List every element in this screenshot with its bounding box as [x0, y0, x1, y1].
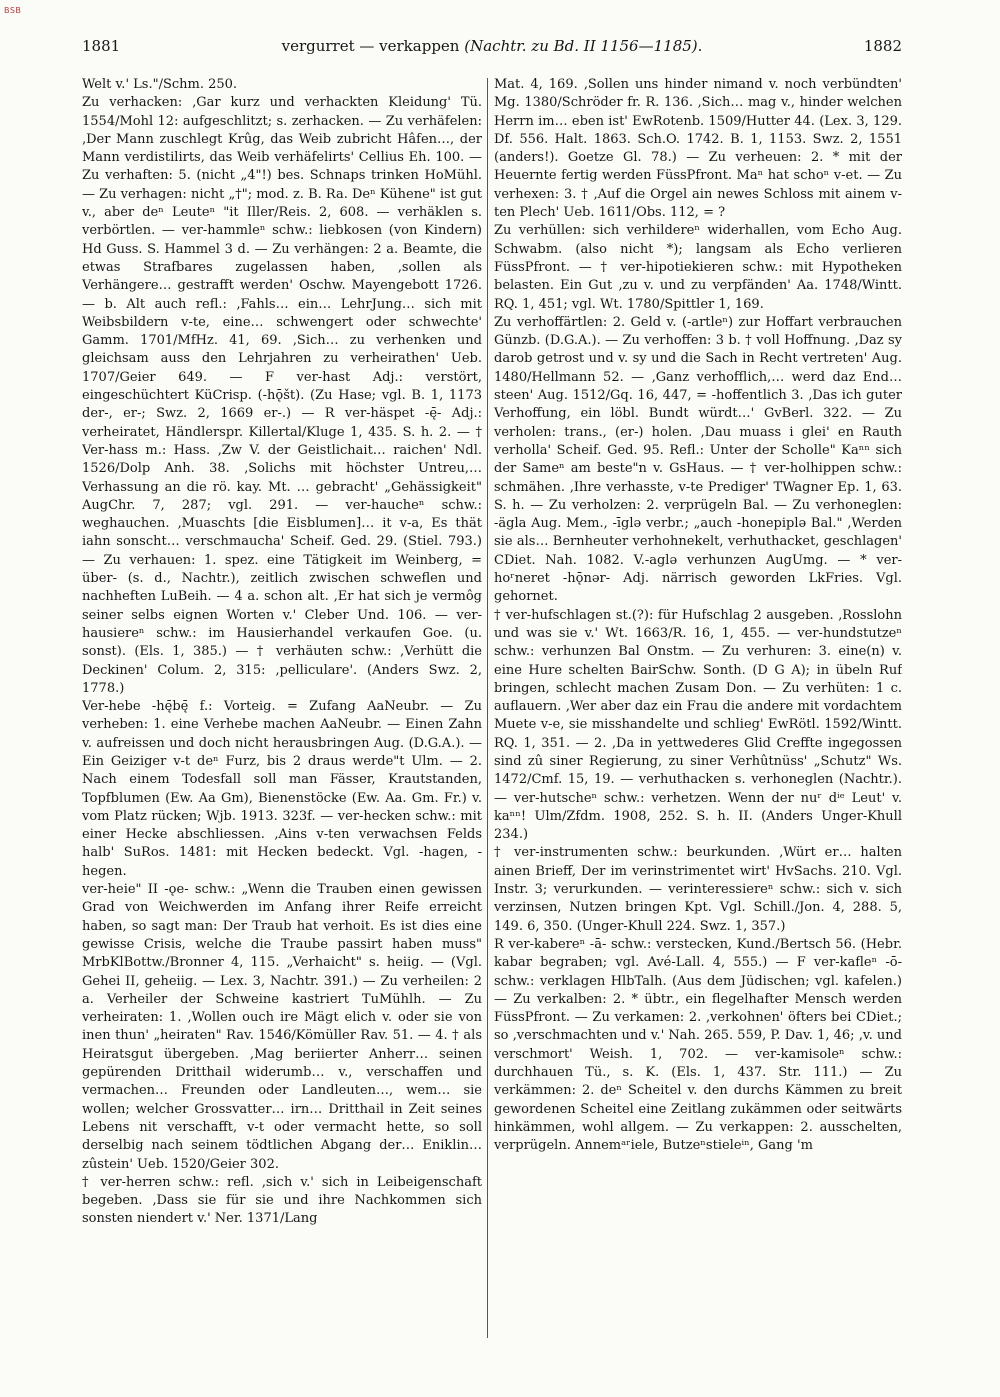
- entry-paragraph: † ver-herren schw.: refl. ‚sich v.' sich in Leibeigenschaft begeben. ‚Dass sie für sie und ihre Nachkommen sich sonsten niendert v.' Ner. 1371/Lang: [82, 1174, 482, 1227]
- entry-paragraph: R ver-kabereⁿ -ā- schw.: verstecken, Kund./Bertsch 56. (Hebr. kabar begraben; vgl. Avé-Lall. 4, 555.) — F ver-kafleⁿ -ō- schw.: verklagen HlbTalh. (Aus dem Jüdischen; vgl. kafelen.) — Zu verkalben: 2. * übtr., ein flegelhafter Mensch werden FüssPfront. — Zu verkamen: 2. ‚verkohnen' öfters bei CDiet.; so ‚verschmachten und v.' Nah. 265. 559, P. Dav. 1, 46; ‚v. und verschmort' Weish. 1, 702. — ver-kamisoleⁿ schw.: durchhauen Tü., s. K. (Els. 1, 437. Str. 111.) — Zu verkämmen: 2. deⁿ Scheitel v. den durchs Kämmen zu breit gewordenen Scheitel eine Zeitlang zukämmen oder seitwärts hinkämmen, wohl allgem. — Zu verkappen: 2. ausschelten, verprügeln. Annemᵃʳiele, Butzeⁿstieleⁱⁿ, Gang 'm: [494, 936, 902, 1154]
- page-number-left: 1881: [82, 37, 121, 55]
- entry-paragraph: Zu verhoffärtlen: 2. Geld v. (-artleⁿ) zur Hoffart verbrauchen Günzb. (D.G.A.). — Zu verhoffen: 3 b. † voll Hoffnung. ‚Daz sy darob getrost und v. sy und die Sach in Recht vertreten' Aug. 1480/Hellmann 52. — ‚Ganz verhofflich,… werd daz End… steen' Aug. 1512/Gq. 16, 447, = -hoffentlich 3. ‚Das ich guter Verhoffung, ein löbl. Bundt würdt…' GvBerl. 322. — Zu verholen: trans., (er-) holen. ‚Dau muass i glei' en Rauth verholla' Scheif. Ged. 95. Refl.: Unter der Scholle" Kaⁿⁿ sich der Sameⁿ am beste"n v. GsHaus. — † ver-holhippen schw.: schmähen. ‚Ihre verhasste, v-te Prediger' TWagner Ep. 1, 63. S. h. — Zu verholzen: 2. verprügeln Bal. — Zu verhoneglen: -ägla Aug. Mem., -īglə verbr.; „auch -honepiplə Bal." ‚Werden sie als… Bernheuter verhohnekelt, verhuthacket, geschlagen' CDiet. Nah. 1082. V.-aglə verhunzen AugUmg. — * ver-hoʳneret -hǭnər- Adj. närrisch geworden LkFries. Vgl. gehornet.: [494, 314, 902, 605]
- running-title: [82, 36, 902, 56]
- entry-paragraph: † ver-instrumenten schw.: beurkunden. ‚Würt er… halten ainen Brieff, Der im verinstrimentet wirt' HvSachs. 210. Vgl. Instr. 3; verurkunden. — verinteressiereⁿ schw.: sich v. sich verzinsen, Nutzen bringen Kpt. Vgl. Schill./Jon. 4, 288. 5, 149. 6, 350. (Unger-Khull 224. Swz. 1, 357.): [494, 845, 902, 934]
- column-divider: [487, 78, 488, 1338]
- right-column: [494, 76, 902, 1376]
- left-column: [82, 76, 482, 1376]
- running-title-note: (Nachtr. zu Bd. II 1156—1185).: [464, 37, 703, 55]
- page-header: [82, 36, 902, 56]
- page-number-right: 1882: [863, 37, 902, 55]
- entry-paragraph: Mat. 4, 169. ‚Sollen uns hinder nimand v. noch verbündten' Mg. 1380/Schröder fr. R. 136. ‚Sich… mag v., hinder welchen Herrn im… eben ist' EwRotenb. 1509/Hutter 44. (Lex. 3, 129. Df. 556. Halt. 1863. Sch.O. 1742. B. 1, 1153. Swz. 2, 1551 (anders!). Goetze Gl. 78.) — Zu verheuen: 2. * mit der Heuernte fertig werden FüssPfront. Maⁿ hat schoⁿ v-et. — Zu verhexen: 3. † ‚Auf die Orgel ain newes Schloss mit ainem v-ten Plech' Ueb. 1611/Obs. 112, = ?: [494, 77, 902, 221]
- entry-paragraph: ver-heie" II -ǫe- schw.: „Wenn die Trauben einen gewissen Grad von Weichwerden im Anfang ihrer Reife erreicht haben, so sagt man: Der Traub hat verhoit. Es ist dies eine gewisse Crisis, welche die Traube passirt haben muss" MrbKlBottw./Bronner 4, 115. „Verhaicht" s. heiig. — (Vgl. Gehei II, geheiig. — Lex. 3, Nachtr. 391.) — Zu verheilen: 2 a. Verheiler der Schweine kastriert TuMühlh. — Zu verheiraten: 1. ‚Wollen ouch ire Mägt elich v. oder sie von inen thun' „heiraten" Rav. 1546/Kömüller Rav. 51. — 4. † als Heiratsgut übergeben. ‚Mag beriierter Anherr… seinen gepürenden Dritthail widerumb… v., verschaffen und vermachen… Freunden oder Landleuten…, wem… sie wollen; welcher Grossvatter… irn… Dritthail in Zeit seines Lebens nit verschafft, v-t oder vermacht hette, so soll derselbig nach seinem tödtlichen Abgang der… Eniklin… zûstein' Ueb. 1520/Geier 302.: [82, 882, 482, 1172]
- library-stamp: BSB: [4, 6, 22, 15]
- entry-paragraph: Zu verhacken: ‚Gar kurz und verhackten Kleidung' Tü. 1554/Mohl 12: aufgeschlitzt; s. zerhacken. — Zu verhäfelen: ‚Der Mann zuschlegt Krûg, das Weib zubricht Hâfen…, der Mann verdistilirts, das Weib verhäfelirts' Cellius Eh. 100. — Zu verhaften: 5. (nicht „4"!) bes. Schnaps trinken HoMühl. — Zu verhagen: nicht „†"; mod. z. B. Ra. Deⁿ Kühene" ist gut v., aber deⁿ Leuteⁿ "it Iller/Reis. 2, 608. — verhäklen s. verbörtlen. — ver-hammleⁿ schw.: liebkosen (von Kindern) Hd Guss. S. Hammel 3 d. — Zu verhängen: 2 a. Beamte, die etwas Strafbares zugelassen haben, ‚sollen als Verhängere… gestrafft werden' Oschw. Mayengebott 1726. — b. Alt auch refl.: ‚Fahls… ein… LehrJung… sich mit Weibsbildern v-te, eine… schwengert oder schwechte' Gamm. 1701/MfHz. 41, 69. ‚Sich… zu verhenken und gleichsam auss den Lehrjahren zu verheirathen' Ueb. 1707/Geier 649. — F ver-hast Adj.: verstört, eingeschüchtert KüCrisp. (-hǭšt). (Zu Hase; vgl. B. 1, 1173 der-, er-; Swz. 2, 1669 er-.) — R ver-häspet -ę̄- Adj.: verheiratet, Händlerspr. Killertal/Kluge 1, 435. S. h. 2. — † Ver-hass m.: Hass. ‚Zw V. der Geistlichait… raichen' Ndl. 1526/Dolp Anh. 38. ‚Solichs mit höchster Untreu,… Verhassung an die rö. kay. Mt. … gebracht' „Gehässigkeit" AugChr. 7, 287; vgl. 291. — ver-haucheⁿ schw.: weghauchen. ‚Muaschts [die Eisblumen]… it v-a, Es thät iahn sonscht… verschmaucha' Scheif. Ged. 29. (Stiel. 793.) — Zu verhauen: 1. spez. eine Tätigkeit im Weinberg, = über- (s. d., Nachtr.), zeitlich zwischen schweflen und nachheften LuBeih. — 4 a. schon alt. ‚Er hat sich je vermôg seiner selbs eignen Worten v.' Cleber Und. 106. — ver-hausiereⁿ schw.: im Hausierhandel verkaufen Goe. (u. sonst). (Els. 1, 385.) — † verhäuten schw.: ‚Verhütt die Deckinen' Colum. 2, 315: ‚pelliculare'. (Anders Swz. 2, 1778.): [82, 95, 482, 696]
- entry-paragraph: Zu verhüllen: sich verhildereⁿ widerhallen, vom Echo Aug. Schwabm. (also nicht *); langsam als Echo verlieren FüssPfront. — † ver-hipotiekieren schw.: mit Hypotheken belasten. Ein Gut ‚zu v. und zu verpfänden' Aa. 1748/Wintt. RQ. 1, 451; vgl. Wt. 1780/Spittler 1, 169.: [494, 223, 902, 312]
- entry-paragraph: Ver-hebe -hę̄bę̄ f.: Vorteig. = Zufang AaNeubr. — Zu verheben: 1. eine Verhebe machen AaNeubr. — Einen Zahn v. aufreissen und doch nicht herausbringen Aug. (D.G.A.). — Ein Geiziger v-t deⁿ Furz, bis 2 draus werde"t Ulm. — 2. Nach einem Todesfall soll man Fässer, Krautstanden, Topfblumen (Ew. Aa Gm), Bienenstöcke (Ew. Aa. Gm. Fr.) v. vom Platz rücken; Wjb. 1913. 323f. — ver-hecken schw.: mit einer Hecke abschliessen. ‚Ains v-ten verwachsen Felds halb' SuRos. 1481: mit Hecken bedeckt. Vgl. -hagen, -hegen.: [82, 699, 482, 879]
- running-title-words: vergurret — verkappen: [281, 37, 460, 55]
- entry-paragraph: Welt v.' Ls."/Schm. 250.: [82, 77, 238, 92]
- entry-paragraph: † ver-hufschlagen st.(?): für Hufschlag 2 ausgeben. ‚Rosslohn und was sie v.' Wt. 1663/R. 16, 1, 455. — ver-hundstutzeⁿ schw.: verhunzen Bal Onstm. — Zu verhuren: 3. eine(n) v. eine Hure schelten BairSchw. Sonth. (D G A); in übeln Ruf bringen, schlecht machen Zusam Don. — Zu verhüten: 1 c. auflauern. ‚Wer aber daz ein Frau die andere mit vordachtem Muete v-e, sie misshandelte und schlieg' EwRötl. 1592/Wintt. RQ. 1, 351. — 2. ‚Da in yettwederes Glid Creffte ingegossen sind zû siner Regierung, zu siner Verhûtnüss' „Schutz" Ws. 1472/Cmf. 15, 19. — verhuthacken s. verhoneglen (Nachtr.). — ver-hutscheⁿ schw.: verhetzen. Wenn der nuʳ dⁱᵉ Leut' v. kaⁿⁿ! Ulm/Zfdm. 1908, 252. S. h. II. (Anders Unger-Khull 234.): [494, 607, 902, 843]
